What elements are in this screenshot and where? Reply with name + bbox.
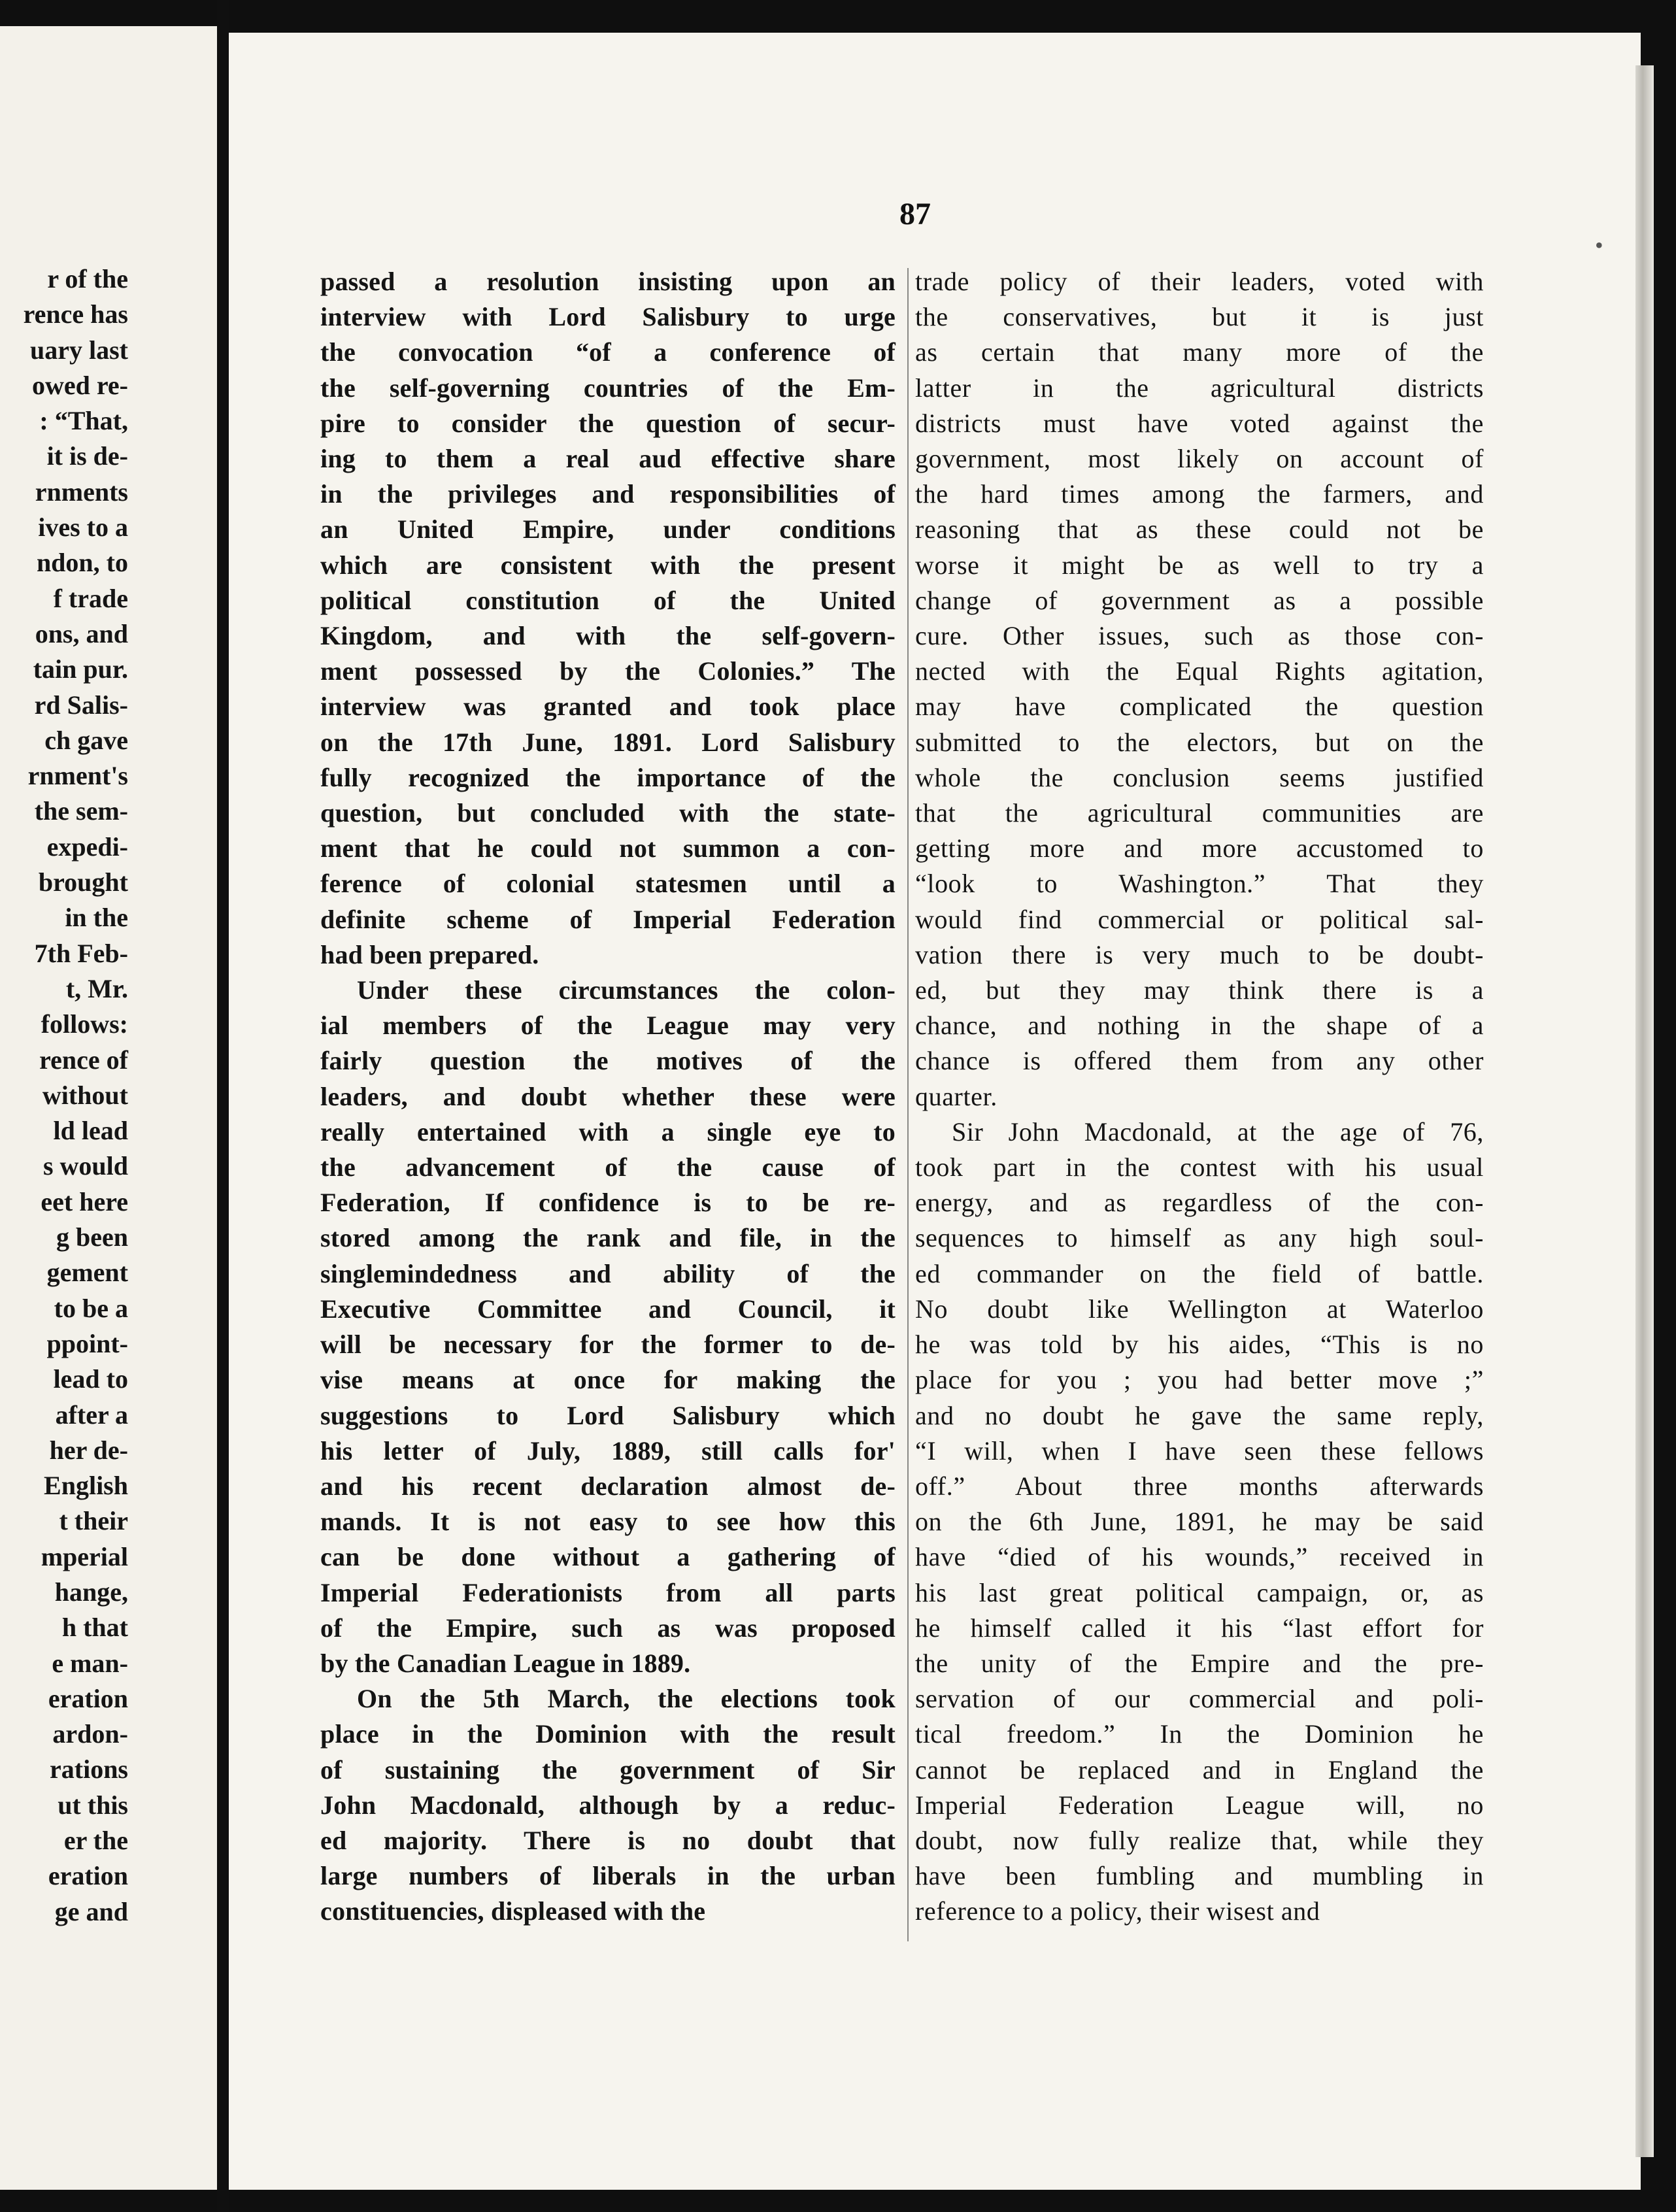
fragment-line: t their bbox=[59, 1506, 128, 1536]
text-line: off.” About three months afterwards bbox=[915, 1471, 1484, 1501]
text-line: would find commercial or political sal- bbox=[915, 904, 1484, 934]
previous-page-text bbox=[0, 261, 128, 1930]
text-line: an United Empire, under conditions bbox=[320, 514, 896, 545]
text-line: tical freedom.” In the Dominion he bbox=[915, 1719, 1484, 1749]
text-line: and his recent declaration almost de- bbox=[320, 1471, 896, 1501]
text-line: On the 5th March, the elections took bbox=[357, 1684, 896, 1714]
text-line: Executive Committee and Council, it bbox=[320, 1294, 896, 1324]
text-line: took part in the contest with his usual bbox=[915, 1152, 1484, 1182]
text-line: ial members of the League may very bbox=[320, 1011, 896, 1041]
text-line: cure. Other issues, such as those con- bbox=[915, 621, 1484, 651]
text-line: No doubt like Wellington at Waterloo bbox=[915, 1294, 1484, 1324]
text-line: ing to them a real aud effective share bbox=[320, 444, 896, 474]
text-line: his last great political campaign, or, as bbox=[915, 1577, 1484, 1607]
page-number: 87 bbox=[899, 197, 931, 231]
text-line: passed a resolution insisting upon an bbox=[320, 267, 896, 296]
text-line: will be necessary for the former to de- bbox=[320, 1330, 896, 1360]
fragment-line: ppoint- bbox=[46, 1328, 128, 1358]
text-line: ment that he could not summon a con- bbox=[320, 833, 896, 863]
fragment-line: s would bbox=[42, 1151, 128, 1181]
text-line: Sir John Macdonald, at the age of 76, bbox=[952, 1116, 1484, 1147]
fragment-line: the sem- bbox=[34, 796, 128, 826]
fragment-line: ndon, to bbox=[36, 548, 128, 578]
text-line: that the agricultural communities are bbox=[915, 798, 1484, 828]
text-line: districts must have voted against the bbox=[915, 408, 1484, 438]
text-line: ed, but they may think there is a bbox=[915, 975, 1484, 1005]
fragment-line: er the bbox=[63, 1826, 128, 1856]
page-edge-shadow bbox=[1635, 65, 1654, 2157]
text-line: vation there is very much to be doubt- bbox=[915, 939, 1484, 969]
text-line: quarter. bbox=[915, 1081, 997, 1111]
fragment-line: eration bbox=[48, 1683, 128, 1713]
text-line: Imperial Federationists from all parts bbox=[320, 1577, 896, 1607]
text-line: interview with Lord Salisbury to urge bbox=[320, 302, 896, 332]
fragment-line: rnment's bbox=[27, 761, 128, 791]
text-line: chance, and nothing in the shape of a bbox=[915, 1011, 1484, 1041]
text-line: his letter of July, 1889, still calls for' bbox=[320, 1435, 896, 1466]
text-line: government, most likely on account of bbox=[915, 444, 1484, 474]
text-line: Kingdom, and with the self-govern- bbox=[320, 621, 896, 651]
fragment-line: her de- bbox=[49, 1435, 128, 1465]
text-line: interview was granted and took place bbox=[320, 692, 896, 722]
fragment-line: English bbox=[44, 1471, 128, 1501]
fragment-line: brought bbox=[38, 867, 128, 897]
fragment-line: f trade bbox=[53, 583, 128, 613]
text-line: ference of colonial statesmen until a bbox=[320, 869, 896, 899]
fragment-line: rence of bbox=[39, 1045, 128, 1075]
text-line: place in the Dominion with the result bbox=[320, 1719, 896, 1749]
fragment-line: mperial bbox=[41, 1541, 128, 1571]
text-line: really entertained with a single eye to bbox=[320, 1116, 896, 1147]
text-line: definite scheme of Imperial Federation bbox=[320, 904, 896, 934]
fragment-line: eet here bbox=[41, 1186, 128, 1216]
text-line: John Macdonald, although by a reduc- bbox=[320, 1790, 896, 1820]
text-line: Imperial Federation League will, no bbox=[915, 1790, 1484, 1820]
text-line: the conservatives, but it is just bbox=[915, 302, 1484, 332]
text-line: the advancement of the cause of bbox=[320, 1152, 896, 1182]
fragment-line: ut this bbox=[58, 1790, 128, 1820]
fragment-line: : “That, bbox=[39, 406, 128, 436]
text-line: leaders, and doubt whether these were bbox=[320, 1081, 896, 1111]
text-line: may have complicated the question bbox=[915, 692, 1484, 722]
text-line: as certain that many more of the bbox=[915, 337, 1484, 367]
column-divider bbox=[907, 268, 909, 1941]
text-line: of sustaining the government of Sir bbox=[320, 1754, 896, 1785]
text-line: suggestions to Lord Salisbury which bbox=[320, 1400, 896, 1430]
fragment-line: in the bbox=[65, 903, 128, 933]
text-line: by the Canadian League in 1889. bbox=[320, 1648, 691, 1678]
fragment-line: ives to a bbox=[38, 512, 128, 543]
text-line: chance is offered them from any other bbox=[915, 1046, 1484, 1076]
fragment-line: ardon- bbox=[52, 1719, 128, 1749]
text-line: change of government as a possible bbox=[915, 585, 1484, 615]
text-line: singlemindedness and ability of the bbox=[320, 1258, 896, 1288]
text-line: pire to consider the question of secur- bbox=[320, 408, 896, 438]
text-line: political constitution of the United bbox=[320, 585, 896, 615]
page-gutter bbox=[217, 0, 229, 2212]
text-line: stored among the rank and file, in the bbox=[320, 1223, 896, 1253]
text-line: reference to a policy, their wisest and bbox=[915, 1896, 1320, 1926]
text-line: nected with the Equal Rights agitation, bbox=[915, 656, 1484, 686]
fragment-line: ld lead bbox=[53, 1116, 128, 1146]
text-line: the hard times among the farmers, and bbox=[915, 479, 1484, 509]
fragment-line: gement bbox=[46, 1258, 128, 1288]
fragment-line: tain pur. bbox=[33, 654, 128, 684]
fragment-line: without bbox=[42, 1080, 128, 1110]
text-line: Federation, If confidence is to be re- bbox=[320, 1188, 896, 1218]
fragment-line: t, Mr. bbox=[65, 973, 128, 1003]
text-line: worse it might be as well to try a bbox=[915, 550, 1484, 580]
fragment-line: expedi- bbox=[46, 831, 128, 862]
text-line: have “died of his wounds,” received in bbox=[915, 1542, 1484, 1572]
fragment-line: rations bbox=[50, 1754, 128, 1785]
text-line: sequences to himself as any high soul- bbox=[915, 1223, 1484, 1253]
fragment-line: ge and bbox=[54, 1896, 128, 1926]
speck-mark: • bbox=[1595, 232, 1603, 258]
text-line: have been fumbling and mumbling in bbox=[915, 1861, 1484, 1891]
text-line: fully recognized the importance of the bbox=[320, 762, 896, 792]
text-line: he himself called it his “last effort for bbox=[915, 1613, 1484, 1643]
text-line: fairly question the motives of the bbox=[320, 1046, 896, 1076]
text-line: ed commander on the field of battle. bbox=[915, 1258, 1484, 1288]
text-line: “I will, when I have seen these fellows bbox=[915, 1435, 1484, 1466]
fragment-line: it is de- bbox=[46, 441, 128, 471]
text-line: large numbers of liberals in the urban bbox=[320, 1861, 896, 1891]
text-line: latter in the agricultural districts bbox=[915, 373, 1484, 403]
fragment-line: rence has bbox=[23, 299, 128, 329]
text-line: trade policy of their leaders, voted with bbox=[915, 267, 1484, 296]
text-line: the unity of the Empire and the pre- bbox=[915, 1648, 1484, 1678]
fragment-line: owed re- bbox=[32, 370, 128, 400]
fragment-line: ons, and bbox=[35, 618, 128, 648]
text-line: constituencies, displeased with the bbox=[320, 1896, 706, 1926]
fragment-line: e man- bbox=[52, 1648, 128, 1678]
text-line: energy, and as regardless of the con- bbox=[915, 1188, 1484, 1218]
text-line: on the 17th June, 1891. Lord Salisbury bbox=[320, 727, 896, 757]
text-line: in the privileges and responsibilities of bbox=[320, 479, 896, 509]
previous-page-fragment bbox=[0, 26, 217, 2190]
text-line: and no doubt he gave the same reply, bbox=[915, 1400, 1484, 1430]
text-line: vise means at once for making the bbox=[320, 1365, 896, 1395]
fragment-line: eration bbox=[48, 1861, 128, 1891]
text-line: cannot be replaced and in England the bbox=[915, 1754, 1484, 1785]
fragment-line: uary last bbox=[30, 335, 128, 365]
fragment-line: to be a bbox=[54, 1293, 128, 1323]
fragment-line: g been bbox=[56, 1222, 128, 1252]
fragment-line: lead to bbox=[53, 1364, 128, 1394]
text-line: servation of our commercial and poli- bbox=[915, 1684, 1484, 1714]
text-line: he was told by his aides, “This is no bbox=[915, 1330, 1484, 1360]
fragment-line: 7th Feb- bbox=[34, 938, 128, 968]
fragment-line: follows: bbox=[41, 1009, 128, 1039]
text-line: submitted to the electors, but on the bbox=[915, 727, 1484, 757]
fragment-line: rnments bbox=[35, 477, 128, 507]
text-line: question, but concluded with the state- bbox=[320, 798, 896, 828]
text-line: place for you ; you had better move ;” bbox=[915, 1365, 1484, 1395]
fragment-line: h that bbox=[61, 1613, 128, 1643]
text-line: reasoning that as these could not be bbox=[915, 514, 1484, 545]
text-line: the self-governing countries of the Em- bbox=[320, 373, 896, 403]
text-line: ment possessed by the Colonies.” The bbox=[320, 656, 896, 686]
text-line: Under these circumstances the colon- bbox=[357, 975, 896, 1005]
fragment-line: after a bbox=[55, 1399, 128, 1430]
fragment-line: hange, bbox=[54, 1577, 128, 1607]
text-line: getting more and more accustomed to bbox=[915, 833, 1484, 863]
text-line: of the Empire, such as was proposed bbox=[320, 1613, 896, 1643]
text-line: mands. It is not easy to see how this bbox=[320, 1507, 896, 1537]
text-line: whole the conclusion seems justified bbox=[915, 762, 1484, 792]
text-line: doubt, now fully realize that, while they bbox=[915, 1825, 1484, 1855]
text-line: the convocation “of a conference of bbox=[320, 337, 896, 367]
right-text-column bbox=[915, 264, 1484, 1930]
text-line: which are consistent with the present bbox=[320, 550, 896, 580]
text-line: on the 6th June, 1891, he may be said bbox=[915, 1507, 1484, 1537]
text-line: can be done without a gathering of bbox=[320, 1542, 896, 1572]
left-text-column bbox=[320, 264, 896, 1930]
fragment-line: r of the bbox=[47, 264, 128, 293]
fragment-line: rd Salis- bbox=[34, 690, 128, 720]
text-line: “look to Washington.” That they bbox=[915, 869, 1484, 899]
text-line: ed majority. There is no doubt that bbox=[320, 1825, 896, 1855]
fragment-line: ch gave bbox=[44, 725, 128, 755]
text-line: had been prepared. bbox=[320, 939, 539, 969]
